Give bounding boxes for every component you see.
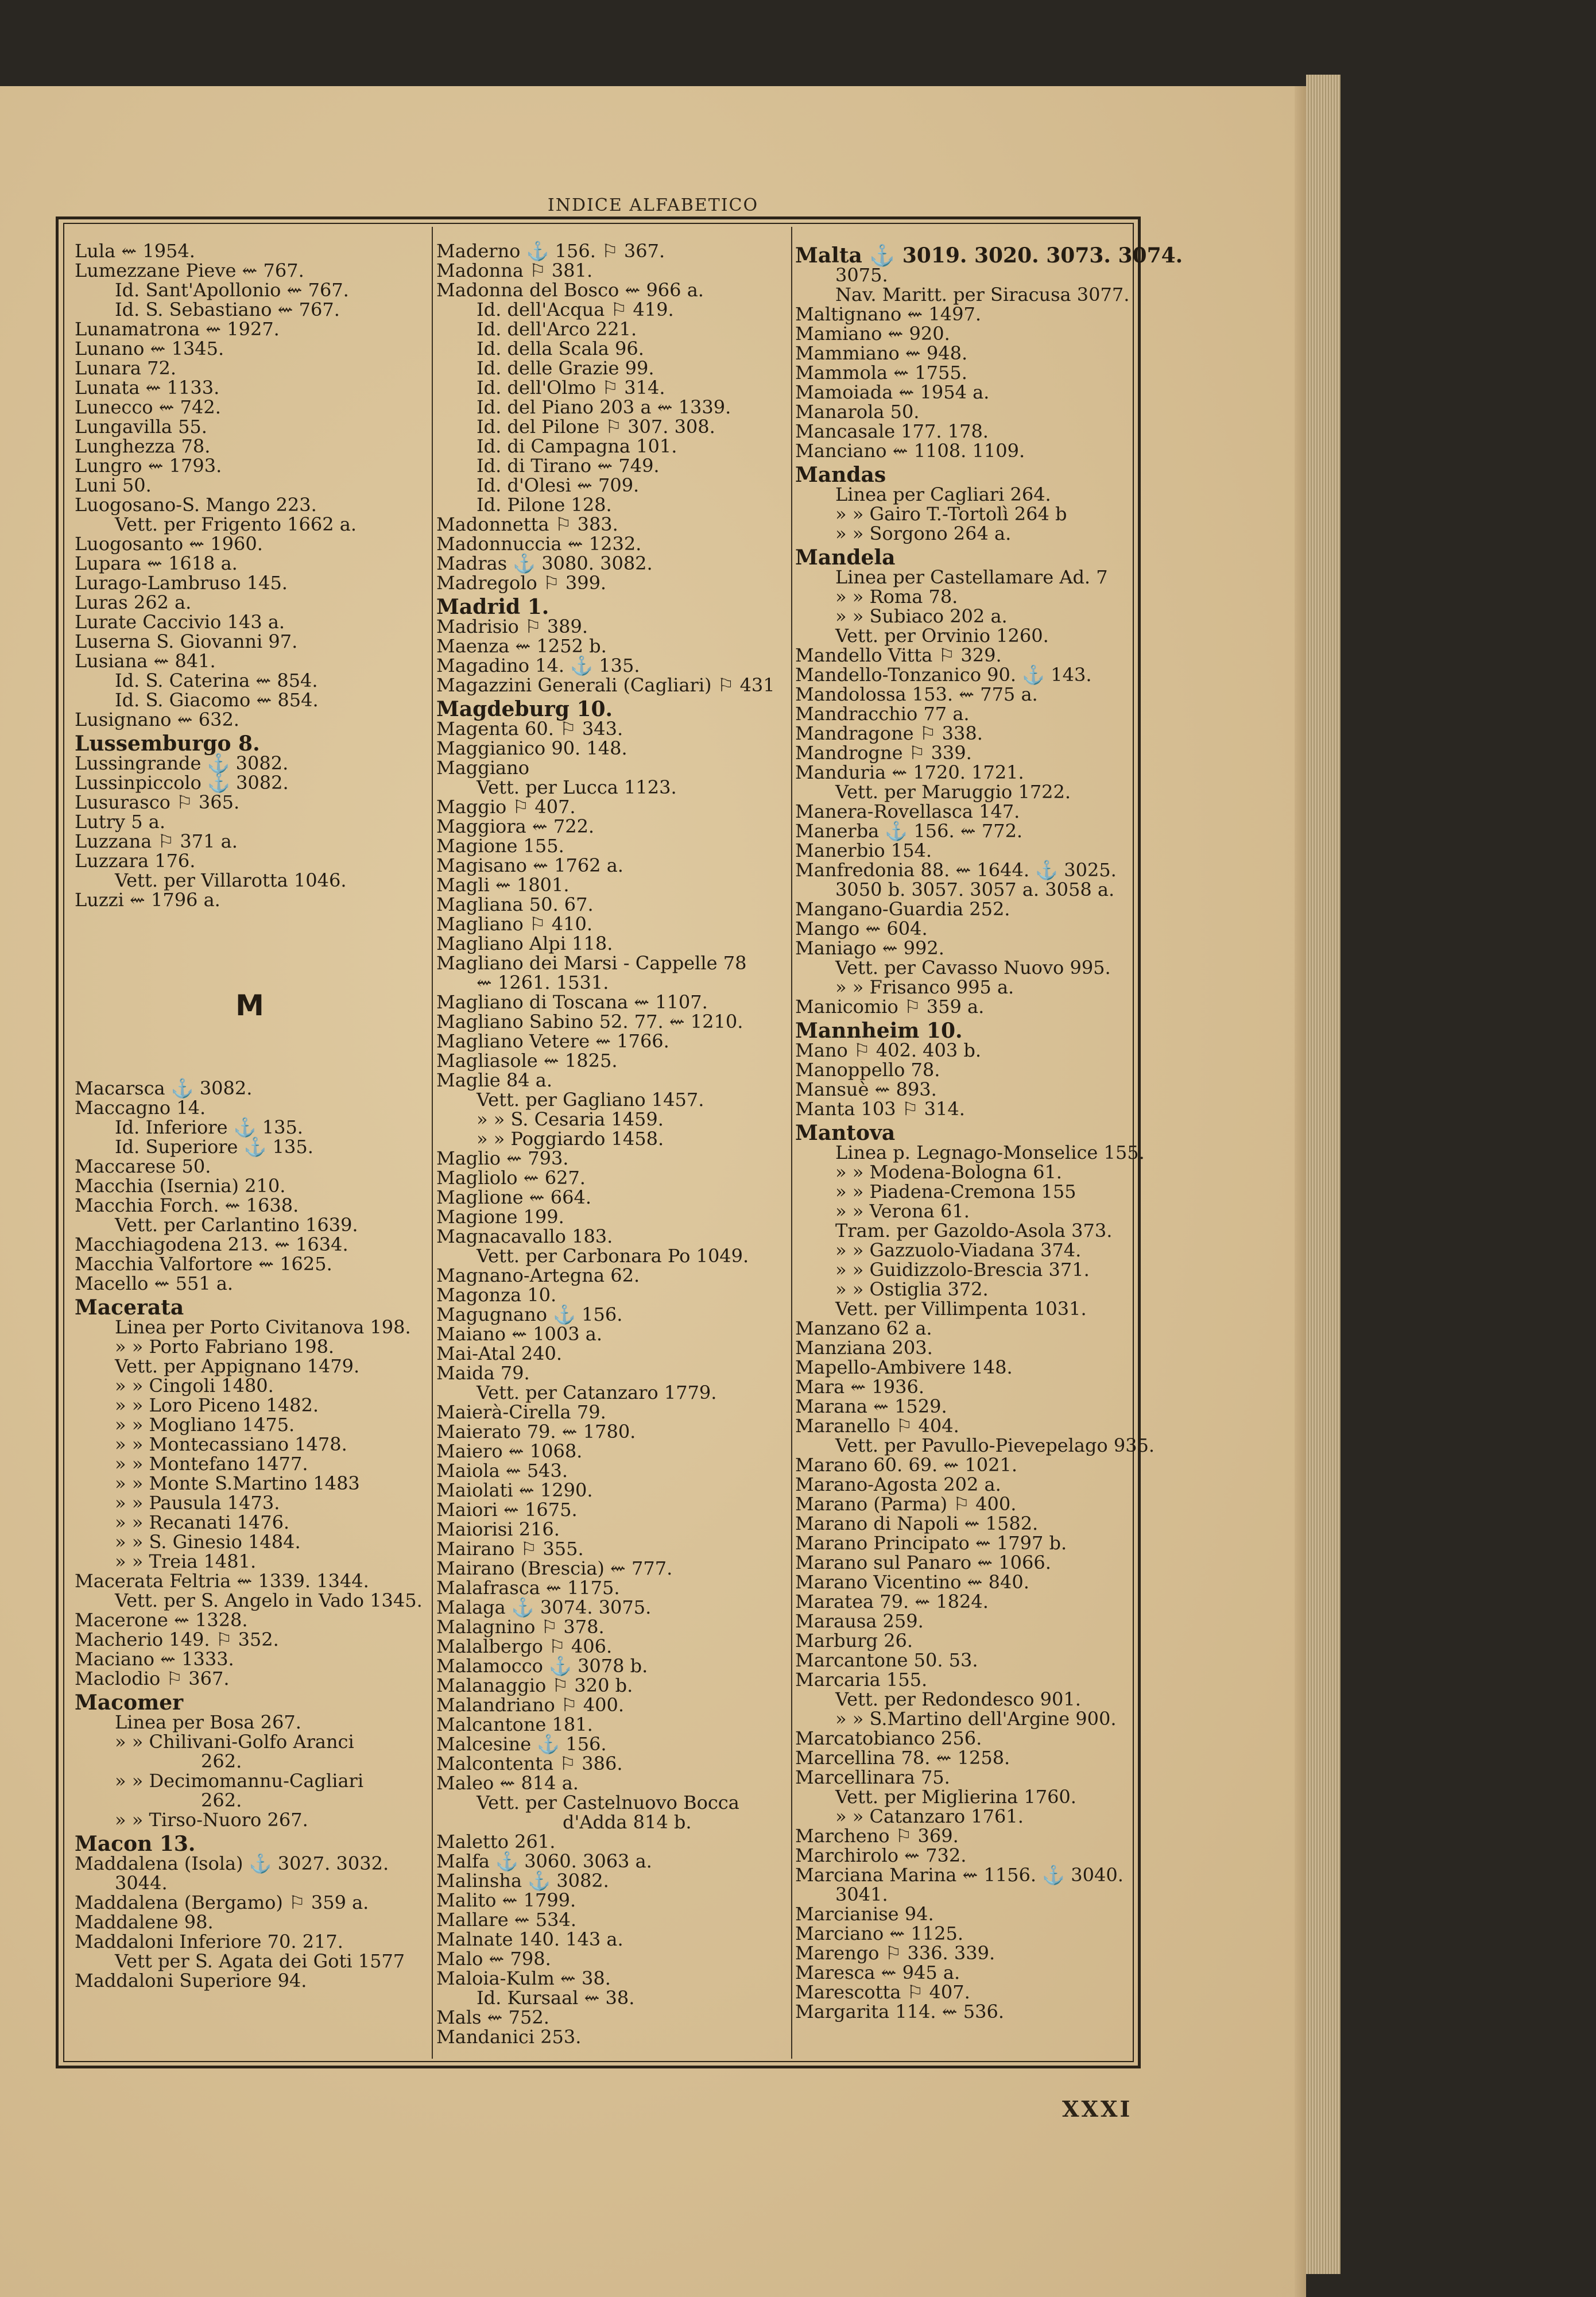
entries-lu [75, 241, 425, 729]
index-entry: Vett. per Catanzaro 1779. [477, 1382, 717, 1403]
index-entry: Madonna del Bosco ⇜ 966 a. [436, 279, 704, 301]
index-entry: Madras ⚓ 3080. 3082. [436, 552, 653, 574]
index-entry: Marano Vicentino ⇜ 840. [795, 1571, 1029, 1593]
index-entry: Mango ⇜ 604. [795, 918, 928, 939]
index-entry: Vett. per Redondesco 901. [835, 1688, 1081, 1710]
index-entry: Marano-Agosta 202 a. [795, 1474, 1001, 1495]
heading-macomer: Macomer [75, 1691, 184, 1715]
index-entry: Maggio ⚐ 407. [436, 796, 576, 818]
index-entry: Id. Inferiore ⚓ 135. [115, 1116, 303, 1138]
index-entry: » » Montecassiano 1478. [115, 1433, 347, 1455]
index-entry: Malalbergo ⚐ 406. [436, 1635, 613, 1657]
index-entry: Id. dell'Acqua ⚐ 419. [477, 299, 674, 320]
column-divider-1 [432, 227, 433, 2059]
index-column-3 [795, 241, 1183, 2023]
index-entry: Malfa ⚓ 3060. 3063 a. [436, 1850, 652, 1872]
index-entry: Maddaloni Superiore 94. [75, 1970, 307, 1991]
index-entry: Mancasale 177. 178. [795, 420, 989, 442]
index-entry: Malcesine ⚓ 156. [436, 1733, 607, 1755]
index-entry: Magliasole ⇜ 1825. [436, 1050, 618, 1072]
entries-mantova [795, 1142, 1155, 2023]
index-entry: Mammiano ⇜ 948. [795, 342, 968, 364]
index-entry: Lusiana ⇜ 841. [75, 650, 216, 672]
index-entry: Luzzana ⚐ 371 a. [75, 830, 238, 852]
index-entry: Macello ⇜ 551 a. [75, 1273, 234, 1294]
index-entry: » » Montefano 1477. [115, 1453, 308, 1475]
index-entry: Magliolo ⇜ 627. [436, 1167, 586, 1189]
index-entry: Id. Superiore ⚓ 135. [115, 1136, 313, 1158]
index-entry: Mano ⚐ 402. 403 b. [795, 1039, 982, 1061]
index-entry: Magione 155. [436, 835, 564, 857]
index-entry: Magnacavallo 183. [436, 1225, 613, 1247]
index-entry: Id. dell'Olmo ⚐ 314. [477, 377, 665, 399]
entries-lussin [75, 753, 425, 910]
index-entry: » » S.Martino dell'Argine 900. [835, 1708, 1117, 1730]
index-entry: » » Cingoli 1480. [115, 1375, 274, 1397]
entries-madonna [436, 241, 792, 593]
index-entry: Maggiora ⇜ 722. [436, 815, 595, 837]
page-edges [1306, 75, 1341, 2274]
index-entry: Nav. Maritt. per Siracusa 3077. [835, 284, 1130, 306]
index-entry: Id. di Tirano ⇜ 749. [477, 455, 660, 477]
index-entry: Maltignano ⇜ 1497. [795, 303, 981, 325]
index-entry: Vett. per S. Angelo in Vado 1345. [115, 1590, 423, 1611]
heading-mantova: Mantova [795, 1121, 896, 1145]
index-entry: Lupara ⇜ 1618 a. [75, 552, 238, 574]
index-entry: Lunecco ⇜ 742. [75, 396, 221, 418]
index-entry: Marcatobianco 256. [795, 1727, 982, 1749]
index-entry: Maggiano [436, 757, 529, 779]
index-entry: Lunano ⇜ 1345. [75, 338, 224, 359]
index-entry: Vett. per Lucca 1123. [477, 776, 677, 798]
index-entry: Lurago-Lambruso 145. [75, 572, 288, 594]
index-entry: » » Gairo T.-Tortolì 264 b [835, 503, 1067, 525]
index-entry: Maiori ⇜ 1675. [436, 1499, 578, 1521]
index-entry: Maenza ⇜ 1252 b. [436, 635, 607, 657]
index-entry: Linea per Cagliari 264. [835, 484, 1051, 505]
index-entry: Maiano ⇜ 1003 a. [436, 1323, 603, 1345]
index-entry: Maddaloni Inferiore 70. 217. [75, 1931, 343, 1952]
index-entry: Vett. per Cavasso Nuovo 995. [835, 957, 1111, 979]
index-entry: Id. del Piano 203 a ⇜ 1339. [477, 396, 731, 418]
index-entry: Manicomio ⚐ 359 a. [795, 996, 985, 1018]
index-entry: Macerata Feltria ⇜ 1339. 1344. [75, 1570, 369, 1592]
heading-mandela: Mandela [795, 546, 896, 570]
entries-mandela [795, 567, 1128, 1016]
entries-mag-mal [436, 719, 792, 2047]
index-entry: » » Frisanco 995 a. [835, 976, 1014, 998]
index-entry: Madonna ⚐ 381. [436, 260, 593, 281]
index-entry: Vett. per Villarotta 1046. [115, 869, 347, 891]
index-column-1 [75, 241, 425, 1990]
index-entry: Macchiagodena 213. ⇜ 1634. [75, 1233, 348, 1255]
index-entry: » » Catanzaro 1761. [835, 1805, 1024, 1827]
index-entry: » » Sorgono 264 a. [835, 523, 1012, 544]
page-number: XXXI [1062, 2096, 1133, 2122]
index-entry: » » Decimomannu-Cagliari [115, 1770, 364, 1792]
index-entry: Luogosano-S. Mango 223. [75, 494, 317, 516]
index-entry: Macherio 149. ⚐ 352. [75, 1629, 279, 1650]
index-entry: Magliano Sabino 52. 77. ⇜ 1210. [436, 1011, 743, 1033]
index-entry: Maglie 84 a. [436, 1069, 553, 1091]
index-entry: Maddalena (Isola) ⚓ 3027. 3032. [75, 1853, 389, 1874]
index-entry: Maccagno 14. [75, 1097, 206, 1119]
index-entry: Lusurasco ⚐ 365. [75, 791, 240, 813]
index-entry: Macchia Valfortore ⇜ 1625. [75, 1253, 332, 1275]
index-entry: Maiola ⇜ 543. [436, 1460, 568, 1482]
index-entry: Mandracchio 77 a. [795, 703, 970, 725]
index-entry: Mandolossa 153. ⇜ 775 a. [795, 683, 1038, 705]
index-entry: Maresca ⇜ 945 a. [795, 1962, 960, 1983]
index-entry: Linea per Castellamare Ad. 7 [835, 566, 1108, 588]
index-entry: Lungavilla 55. [75, 416, 207, 438]
index-entry: Maddalene 98. [75, 1911, 214, 1933]
index-entry: Maleo ⇜ 814 a. [436, 1772, 579, 1794]
index-entry: » » Guidizzolo-Brescia 371. [835, 1259, 1090, 1281]
index-entry: Mara ⇜ 1936. [795, 1376, 924, 1398]
heading-mandas: Mandas [795, 463, 886, 487]
index-entry: Mangano-Guardia 252. [795, 898, 1010, 920]
index-entry: Magione 199. [436, 1206, 564, 1228]
index-entry: » » Subiaco 202 a. [835, 605, 1008, 627]
index-entry: » » Chilivani-Golfo Aranci [115, 1731, 354, 1753]
index-entry: Maiolati ⇜ 1290. [436, 1479, 593, 1501]
index-entry: Mandello Vitta ⚐ 329. [795, 644, 1002, 666]
index-entry: Mandrogne ⚐ 339. [795, 742, 972, 764]
index-entry: » » S. Cesaria 1459. [477, 1108, 664, 1130]
index-entry: Marcellina 78. ⇜ 1258. [795, 1747, 1010, 1769]
index-entry: Maiorisi 216. [436, 1518, 560, 1540]
index-entry: » » Gazzuolo-Viadana 374. [835, 1239, 1082, 1261]
index-entry: Id. S. Sebastiano ⇜ 767. [115, 299, 340, 320]
index-entry: Marengo ⚐ 336. 339. [795, 1942, 995, 1964]
index-entry: Mapello-Ambivere 148. [795, 1356, 1013, 1378]
index-entry: Magliano ⚐ 410. [436, 913, 593, 935]
index-entry: » » Poggiardo 1458. [477, 1128, 664, 1150]
index-entry: Manerba ⚓ 156. ⇜ 772. [795, 820, 1023, 842]
entries-mac [75, 1078, 425, 1293]
index-entry: Tram. per Gazoldo-Asola 373. [835, 1220, 1113, 1242]
index-entry: Vett. per Carlantino 1639. [115, 1214, 358, 1236]
index-entry: Malo ⇜ 798. [436, 1948, 551, 1970]
index-entry: Luogosanto ⇜ 1960. [75, 533, 263, 555]
index-entry: Maloia-Kulm ⇜ 38. [436, 1967, 611, 1989]
index-entry: ⇜ 1261. 1531. [477, 972, 609, 993]
index-entry: Maddalena (Bergamo) ⚐ 359 a. [75, 1892, 369, 1913]
index-entry: Marcellinara 75. [795, 1766, 950, 1788]
index-entry: Mandanici 253. [436, 2026, 582, 2048]
index-entry: Id. Pilone 128. [477, 494, 612, 516]
index-entry: Lunamatrona ⇜ 1927. [75, 318, 280, 340]
entries-madd [75, 1854, 425, 1990]
index-entry: Id. della Scala 96. [477, 338, 644, 359]
index-entry: » » Loro Piceno 1482. [115, 1394, 319, 1416]
index-entry: Magugnano ⚓ 156. [436, 1304, 623, 1325]
index-entry: Manarola 50. [795, 401, 920, 423]
index-entry: Marano sul Panaro ⇜ 1066. [795, 1552, 1051, 1573]
heading-malta: Malta ⚓ 3019. 3020. 3073. 3074. [795, 243, 1183, 268]
index-entry: Vett. per Appignano 1479. [115, 1355, 360, 1377]
index-entry: Marausa 259. [795, 1610, 924, 1632]
index-column-2 [436, 241, 792, 2047]
index-entry: 3050 b. 3057. 3057 a. 3058 a. [835, 879, 1115, 900]
heading-macon: Macon 13. [75, 1832, 196, 1856]
index-entry: Linea per Porto Civitanova 198. [115, 1316, 411, 1338]
index-entry: Malcontenta ⚐ 386. [436, 1753, 623, 1774]
index-entry: Manciano ⇜ 1108. 1109. [795, 440, 1025, 462]
index-entry: Manziana 203. [795, 1337, 933, 1359]
index-entry: Malamocco ⚓ 3078 b. [436, 1655, 648, 1677]
heading-macerata: Macerata [75, 1296, 184, 1320]
index-entry: Vett. per Pavullo-Pievepelago 935. [835, 1434, 1155, 1456]
index-entry: Malito ⇜ 1799. [436, 1889, 576, 1911]
index-entry: Manta 103 ⚐ 314. [795, 1098, 965, 1120]
index-entry: Vett. per Maruggio 1722. [835, 781, 1071, 803]
index-entry: Marcheno ⚐ 369. [795, 1825, 959, 1847]
index-entry: Manfredonia 88. ⇜ 1644. ⚓ 3025. [795, 859, 1117, 881]
entries-madrisio [436, 617, 792, 695]
index-entry: Linea per Bosa 267. [115, 1711, 301, 1733]
index-entry: » » Mogliano 1475. [115, 1414, 295, 1436]
index-entry: Magliano di Toscana ⇜ 1107. [436, 991, 708, 1013]
index-entry: Manerbio 154. [795, 840, 932, 861]
index-entry: » » Verona 61. [835, 1200, 970, 1222]
index-entry: Malanaggio ⚐ 320 b. [436, 1675, 633, 1696]
index-entry: Malafrasca ⇜ 1175. [436, 1577, 620, 1599]
index-entry: Maierà-Cirella 79. [436, 1401, 606, 1423]
index-entry: Marano 60. 69. ⇜ 1021. [795, 1454, 1017, 1476]
index-entry: Magliana 50. 67. [436, 894, 594, 915]
index-entry: Lussingrande ⚓ 3082. [75, 752, 289, 774]
index-entry: » » Treia 1481. [115, 1550, 257, 1572]
index-entry: Vett. per Miglierina 1760. [835, 1786, 1076, 1808]
index-entry: 3044. [115, 1872, 168, 1894]
index-entry: » » Pausula 1473. [115, 1492, 280, 1514]
index-entry: Linea p. Legnago-Monselice 155. [835, 1142, 1145, 1163]
index-entry: Vett. per Villimpenta 1031. [835, 1298, 1087, 1320]
index-entry: Vett. per Carbonara Po 1049. [477, 1245, 749, 1267]
index-entry: » » Ostiglia 372. [835, 1278, 989, 1300]
index-entry: Lutry 5 a. [75, 811, 166, 833]
index-entry: Id. S. Giacomo ⇜ 854. [115, 689, 319, 711]
index-entry: Manzano 62 a. [795, 1317, 932, 1339]
index-entry: Mandragone ⚐ 338. [795, 722, 983, 744]
index-entry: Malaga ⚓ 3074. 3075. [436, 1596, 652, 1618]
index-entry: Vett. per Frigento 1662 a. [115, 513, 357, 535]
index-entry: Marano (Parma) ⚐ 400. [795, 1493, 1017, 1515]
index-entry: Madregolo ⚐ 399. [436, 572, 607, 594]
index-entry: Maiero ⇜ 1068. [436, 1440, 583, 1462]
index-entry: Marcianise 94. [795, 1903, 934, 1925]
index-entry: Luserna S. Giovanni 97. [75, 631, 298, 652]
index-entry: Lusignano ⇜ 632. [75, 709, 239, 730]
index-entry: Mamoiada ⇜ 1954 a. [795, 381, 990, 403]
index-entry: Marchirolo ⇜ 732. [795, 1844, 967, 1866]
index-entry: Macarsca ⚓ 3082. [75, 1077, 253, 1099]
index-entry: Lunata ⇜ 1133. [75, 377, 220, 399]
index-entry: Marano Principato ⇜ 1797 b. [795, 1532, 1067, 1554]
index-entry: Maglio ⇜ 793. [436, 1147, 569, 1169]
index-entry: Id. di Campagna 101. [477, 435, 677, 457]
index-entry: » » Tirso-Nuoro 267. [115, 1809, 308, 1831]
index-entry: Magnano-Artegna 62. [436, 1264, 640, 1286]
index-entry: Madonnuccia ⇜ 1232. [436, 533, 642, 555]
index-entry: Margarita 114. ⇜ 536. [795, 2001, 1004, 2023]
index-entry: Marana ⇜ 1529. [795, 1395, 947, 1417]
index-entry: Maletto 261. [436, 1831, 556, 1853]
index-entry: Magazzini Generali (Cagliari) ⚐ 431 [436, 674, 775, 696]
index-entry: Maratea 79. ⇜ 1824. [795, 1591, 989, 1612]
index-entry: Luni 50. [75, 474, 152, 496]
index-entry: Mals ⇜ 752. [436, 2006, 549, 2028]
index-entry: Mairano (Brescia) ⇜ 777. [436, 1557, 673, 1579]
index-entry: » » Monte S.Martino 1483 [115, 1472, 360, 1494]
index-entry: Lula ⇜ 1954. [75, 240, 195, 262]
index-entry: Id. Kursaal ⇜ 38. [477, 1987, 635, 2009]
entries-macomer [75, 1712, 425, 1830]
index-entry: Mansuè ⇜ 893. [795, 1078, 937, 1100]
page-gutter [1295, 86, 1306, 2297]
index-entry: Magonza 10. [436, 1284, 557, 1306]
index-entry: Maranello ⚐ 404. [795, 1415, 959, 1437]
index-entry: Vett. per Castelnuovo Bocca [477, 1792, 739, 1813]
index-entry: Luras 262 a. [75, 591, 192, 613]
index-entry: Malinsha ⚓ 3082. [436, 1870, 609, 1892]
entries-mano [795, 1041, 1128, 1119]
index-entry: Magliano dei Marsi - Cappelle 78 [436, 952, 747, 974]
index-entry: Magliano Alpi 118. [436, 933, 613, 954]
index-entry: » » S. Ginesio 1484. [115, 1531, 301, 1553]
heading-mannheim: Mannheim 10. [795, 1019, 963, 1043]
index-entry: Lumezzane Pieve ⇜ 767. [75, 260, 304, 281]
index-entry: 262. [201, 1750, 242, 1772]
index-entry: Luzzi ⇜ 1796 a. [75, 889, 220, 911]
index-entry: Malandriano ⚐ 400. [436, 1694, 625, 1716]
index-entry: Id. d'Olesi ⇜ 709. [477, 474, 640, 496]
index-entry: Id. Sant'Apollonio ⇜ 767. [115, 279, 349, 301]
index-entry: Maniago ⇜ 992. [795, 937, 944, 959]
index-entry: Marciana Marina ⇜ 1156. ⚓ 3040. [795, 1864, 1124, 1886]
index-entry: Maierato 79. ⇜ 1780. [436, 1421, 636, 1443]
index-entry: Marescotta ⚐ 407. [795, 1981, 970, 2003]
index-entry: Mammola ⇜ 1755. [795, 362, 967, 384]
index-entry: Malcantone 181. [436, 1714, 593, 1735]
index-entry: Maida 79. [436, 1362, 530, 1384]
entries-malta [795, 265, 1128, 461]
index-entry: 3041. [835, 1884, 888, 1905]
index-entry: Maccarese 50. [75, 1155, 211, 1177]
index-entry: » » Roma 78. [835, 586, 958, 608]
index-entry: Marcantone 50. 53. [795, 1649, 978, 1671]
index-entry: Vett per S. Agata dei Goti 1577 [115, 1950, 405, 1972]
index-entry: Marciano ⇜ 1125. [795, 1923, 964, 1944]
index-entry: Manoppello 78. [795, 1059, 940, 1081]
index-entry: Maderno ⚓ 156. ⚐ 367. [436, 240, 665, 262]
index-entry: Id. S. Caterina ⇜ 854. [115, 670, 318, 691]
index-entry: Mallare ⇜ 534. [436, 1909, 577, 1931]
index-entry: Vett. per Orvinio 1260. [835, 625, 1049, 647]
entries-macerata [75, 1317, 425, 1688]
index-entry: Magisano ⇜ 1762 a. [436, 854, 623, 876]
index-entry: Mamiano ⇜ 920. [795, 323, 950, 345]
heading-magdeburg: Magdeburg 10. [436, 697, 613, 721]
index-entry: Lurate Caccivio 143 a. [75, 611, 285, 633]
entries-mandas [795, 485, 1128, 543]
index-entry: Mandello-Tonzanico 90. ⚓ 143. [795, 664, 1092, 686]
index-entry: Malagnino ⚐ 378. [436, 1616, 605, 1638]
heading-lussemburgo: Lussemburgo 8. [75, 732, 260, 756]
index-entry: 3075. [835, 264, 888, 286]
section-letter-m: M [235, 989, 264, 1022]
index-entry: Manduria ⇜ 1720. 1721. [795, 761, 1024, 783]
index-entry: Vett. per Gagliano 1457. [477, 1089, 704, 1111]
index-entry: Id. dell'Arco 221. [477, 318, 637, 340]
index-entry: Lussinpiccolo ⚓ 3082. [75, 772, 289, 794]
index-entry: Maglione ⇜ 664. [436, 1186, 592, 1208]
index-entry: Id. delle Grazie 99. [477, 357, 654, 379]
index-entry: Macerone ⇜ 1328. [75, 1609, 248, 1631]
index-entry: » » Piadena-Cremona 155 [835, 1181, 1076, 1202]
index-entry: Luzzara 176. [75, 850, 196, 872]
index-entry: Macchia Forch. ⇜ 1638. [75, 1194, 299, 1216]
index-entry: Malnate 140. 143 a. [436, 1928, 623, 1950]
index-entry: Maciano ⇜ 1333. [75, 1648, 234, 1670]
index-entry: Magli ⇜ 1801. [436, 874, 570, 896]
index-entry: Marburg 26. [795, 1630, 913, 1652]
index-entry: Mai-Atal 240. [436, 1343, 563, 1364]
index-entry: Madrisio ⚐ 389. [436, 616, 588, 637]
index-entry: 262. [201, 1789, 242, 1811]
index-entry: » » Recanati 1476. [115, 1511, 290, 1533]
running-header: INDICE ALFABETICO [547, 195, 759, 215]
index-entry: Macchia (Isernia) 210. [75, 1175, 286, 1197]
index-entry: Maclodio ⚐ 367. [75, 1668, 230, 1689]
index-entry: Maggianico 90. 148. [436, 737, 627, 759]
index-entry: d'Adda 814 b. [563, 1811, 692, 1833]
index-entry: Magadino 14. ⚓ 135. [436, 655, 640, 676]
index-entry: Lunghezza 78. [75, 435, 211, 457]
index-entry: Magenta 60. ⚐ 343. [436, 718, 623, 740]
index-entry: Mairano ⚐ 355. [436, 1538, 584, 1560]
index-entry: Lungro ⇜ 1793. [75, 455, 222, 477]
index-entry: Id. del Pilone ⚐ 307. 308. [477, 416, 715, 438]
index-entry: » » Porto Fabriano 198. [115, 1336, 335, 1358]
index-entry: Lunara 72. [75, 357, 176, 379]
index-entry: Marcaria 155. [795, 1669, 928, 1691]
index-entry: Marano di Napoli ⇜ 1582. [795, 1513, 1039, 1534]
index-entry: Magliano Vetere ⇜ 1766. [436, 1030, 669, 1052]
index-entry: Madonnetta ⚐ 383. [436, 513, 618, 535]
index-entry: » » Modena-Bologna 61. [835, 1161, 1062, 1183]
index-entry: Manera-Rovellasca 147. [795, 801, 1020, 822]
heading-madrid: Madrid 1. [436, 595, 549, 619]
